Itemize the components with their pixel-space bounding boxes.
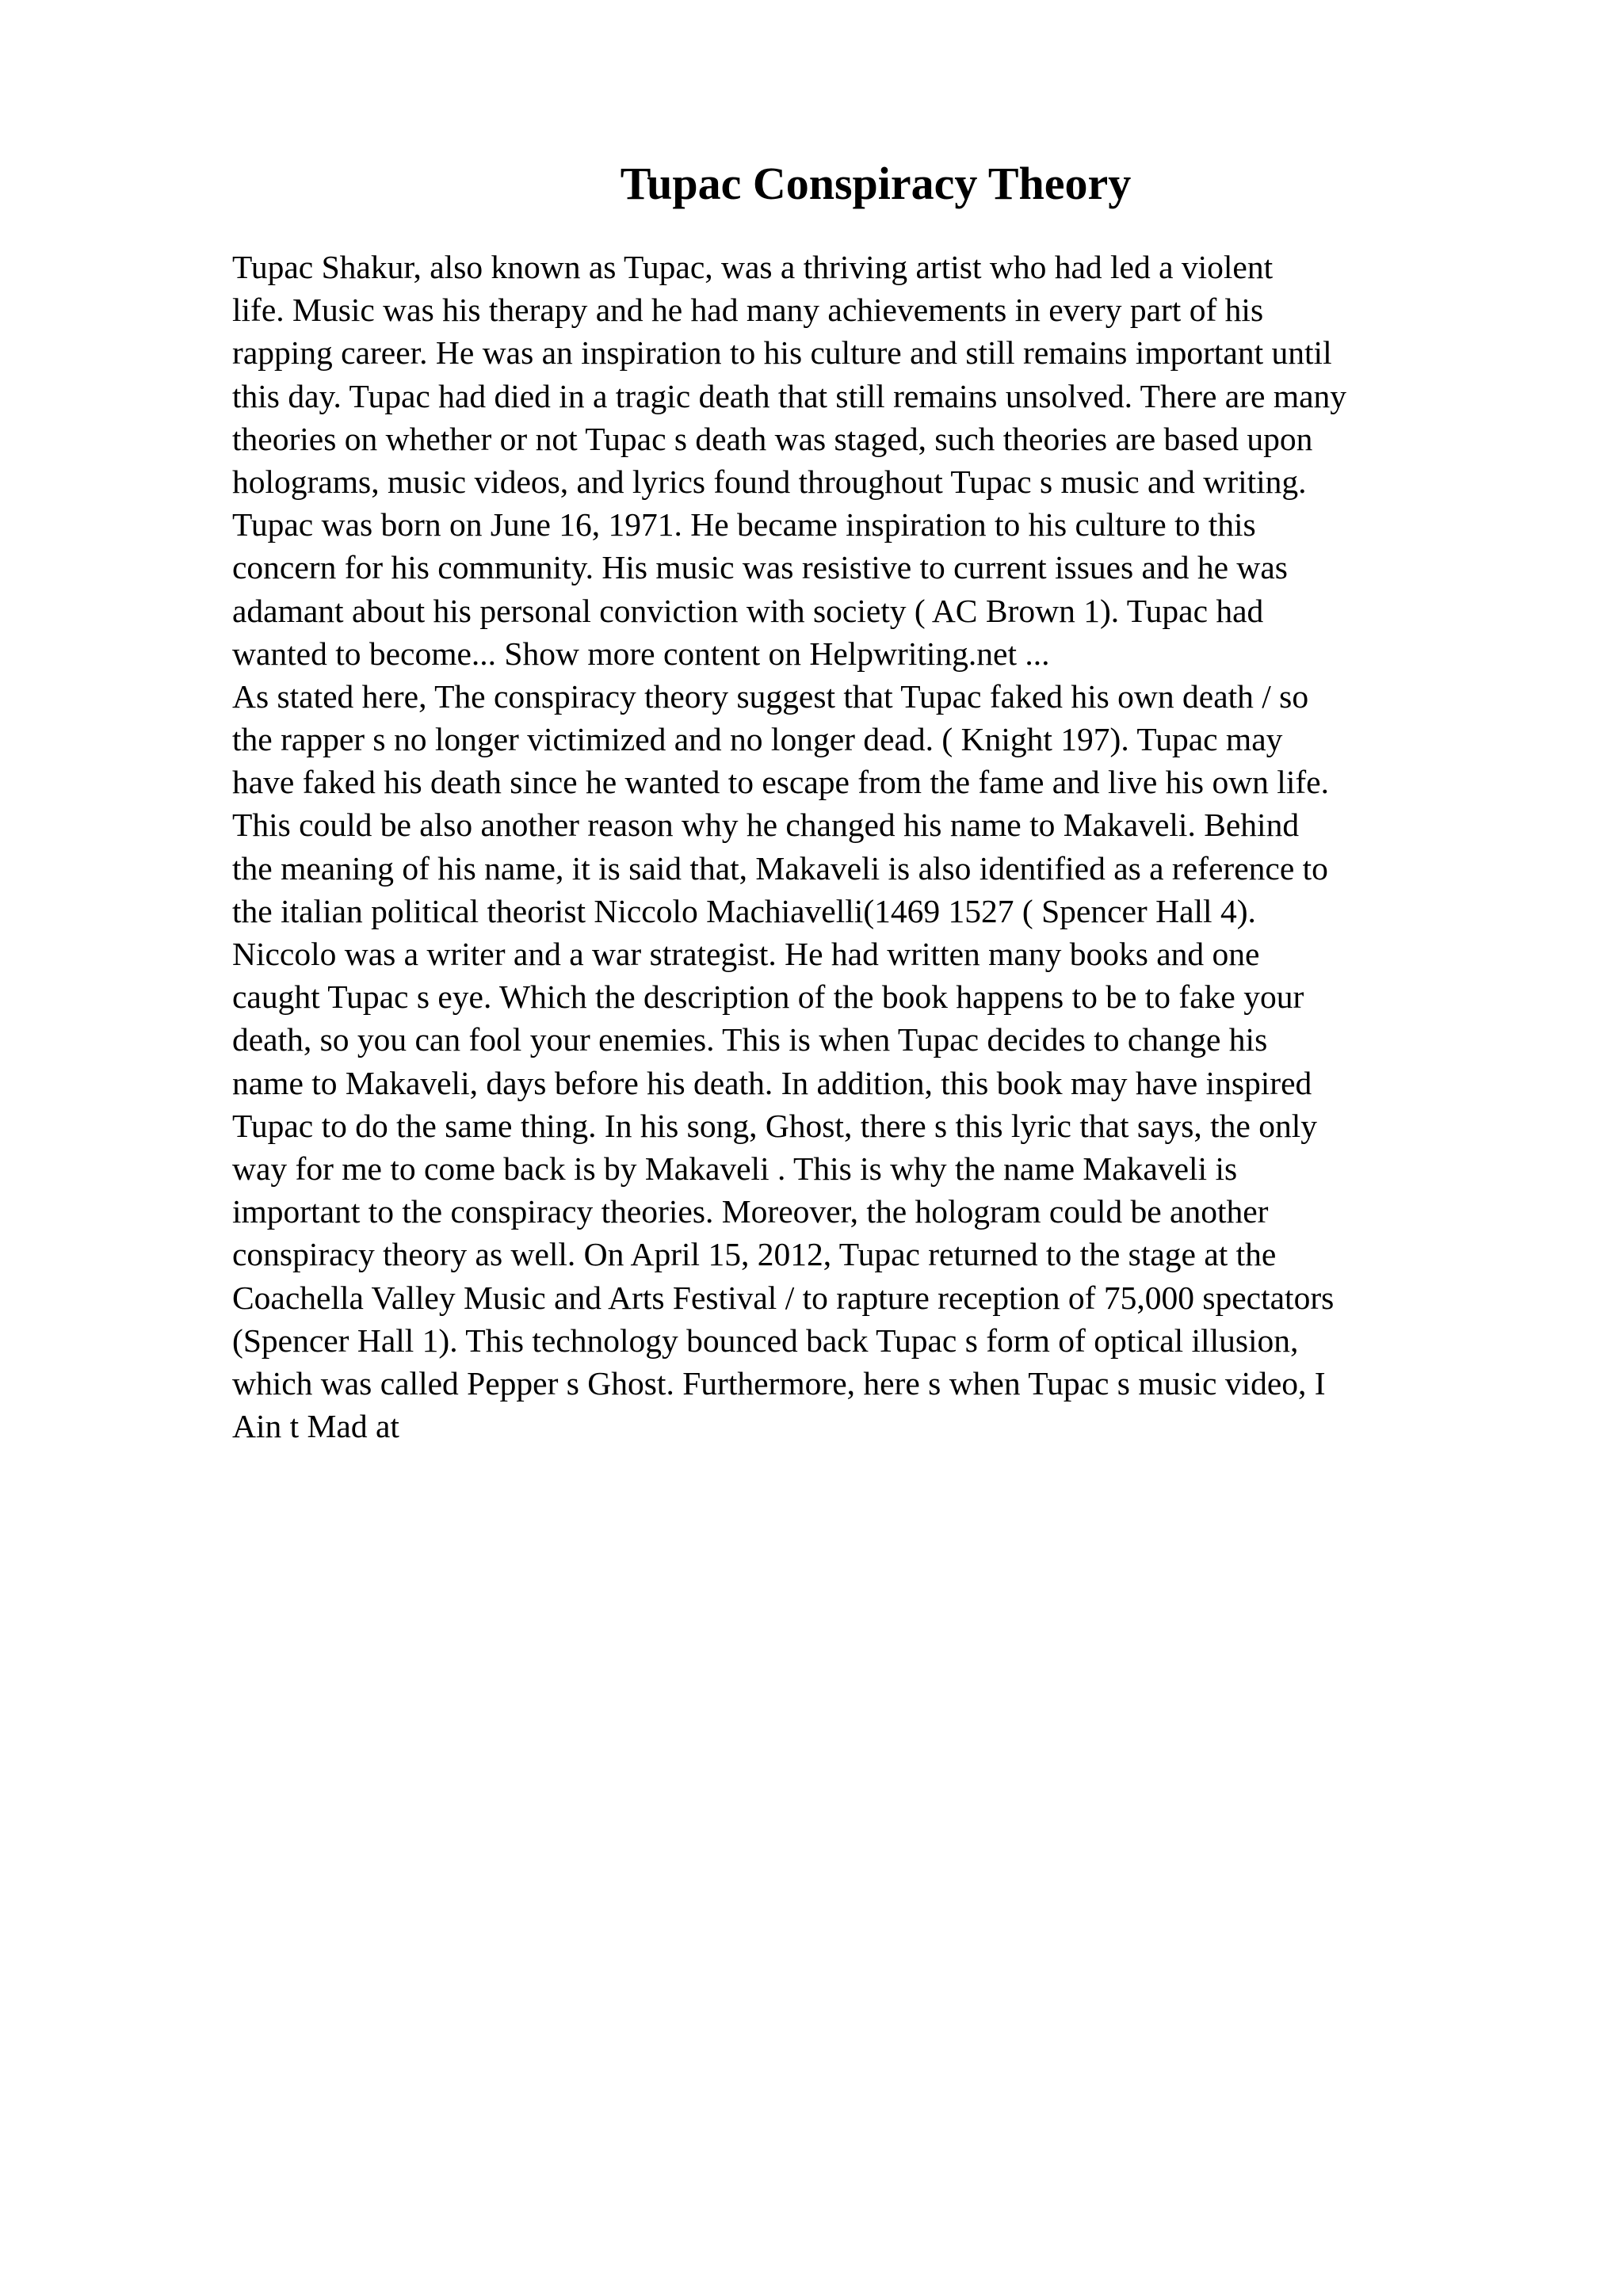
- text-line: adamant about his personal conviction with society ( AC Brown 1). Tupac had: [232, 592, 1264, 629]
- text-line: important to the conspiracy theories. Moreover, the hologram could be another: [232, 1193, 1269, 1230]
- text-line: Niccolo was a writer and a war strategist. He had written many books and one: [232, 936, 1260, 972]
- text-line: the rapper s no longer victimized and no longer dead. ( Knight 197). Tupac may: [232, 721, 1283, 758]
- text-line: wanted to become... Show more content on Helpwriting.net ...: [232, 635, 1050, 672]
- body-text: [232, 246, 1595, 1447]
- text-line: Ain t Mad at: [232, 1408, 399, 1445]
- text-line: Tupac Shakur, also known as Tupac, was a thriving artist who had led a violent: [232, 249, 1274, 285]
- text-line: which was called Pepper s Ghost. Furthermore, here s when Tupac s music video, I: [232, 1364, 1326, 1402]
- text-line: Tupac was born on June 16, 1971. He became inspiration to his culture to this: [232, 506, 1256, 543]
- text-line: concern for his community. His music was resistive to current issues and he was: [232, 549, 1288, 586]
- text-line: the meaning of his name, it is said that, Makaveli is also identified as a reference to: [232, 849, 1328, 887]
- page-title: Tupac Conspiracy Theory: [620, 158, 1132, 209]
- text-line: Coachella Valley Music and Arts Festival / to rapture reception of 75,000 spectators: [232, 1279, 1335, 1316]
- text-line: life. Music was his therapy and he had many achievements in every part of his: [232, 292, 1264, 329]
- text-line: rapping career. He was an inspiration to his culture and still remains important until: [232, 334, 1332, 372]
- text-line: death, so you can fool your enemies. This is when Tupac decides to change his: [232, 1021, 1268, 1058]
- text-line: caught Tupac s eye. Which the description of the book happens to be to fake your: [232, 978, 1304, 1016]
- text-line: Tupac to do the same thing. In his song, Ghost, there s this lyric that says, the only: [232, 1107, 1317, 1144]
- text-line: the italian political theorist Niccolo Machiavelli(1469 1527 ( Spencer Hall 4).: [232, 892, 1256, 929]
- text-line: holograms, music videos, and lyrics found throughout Tupac s music and writing.: [232, 463, 1307, 500]
- text-line: this day. Tupac had died in a tragic death that still remains unsolved. There are many: [232, 377, 1347, 414]
- text-line: name to Makaveli, days before his death. In addition, this book may have inspired: [232, 1064, 1312, 1101]
- text-line: theories on whether or not Tupac s death was staged, such theories are based upon: [232, 420, 1313, 457]
- text-line: have faked his death since he wanted to escape from the fame and live his own life.: [232, 764, 1329, 801]
- text-line: (Spencer Hall 1). This technology bounced back Tupac s form of optical illusion,: [232, 1322, 1299, 1359]
- text-line: This could be also another reason why he changed his name to Makaveli. Behind: [232, 807, 1300, 844]
- text-line: way for me to come back is by Makaveli . This is why the name Makaveli is: [232, 1150, 1238, 1187]
- text-line: As stated here, The conspiracy theory suggest that Tupac faked his own death / so: [232, 677, 1309, 715]
- text-line: conspiracy theory as well. On April 15, 2012, Tupac returned to the stage at the: [232, 1236, 1277, 1273]
